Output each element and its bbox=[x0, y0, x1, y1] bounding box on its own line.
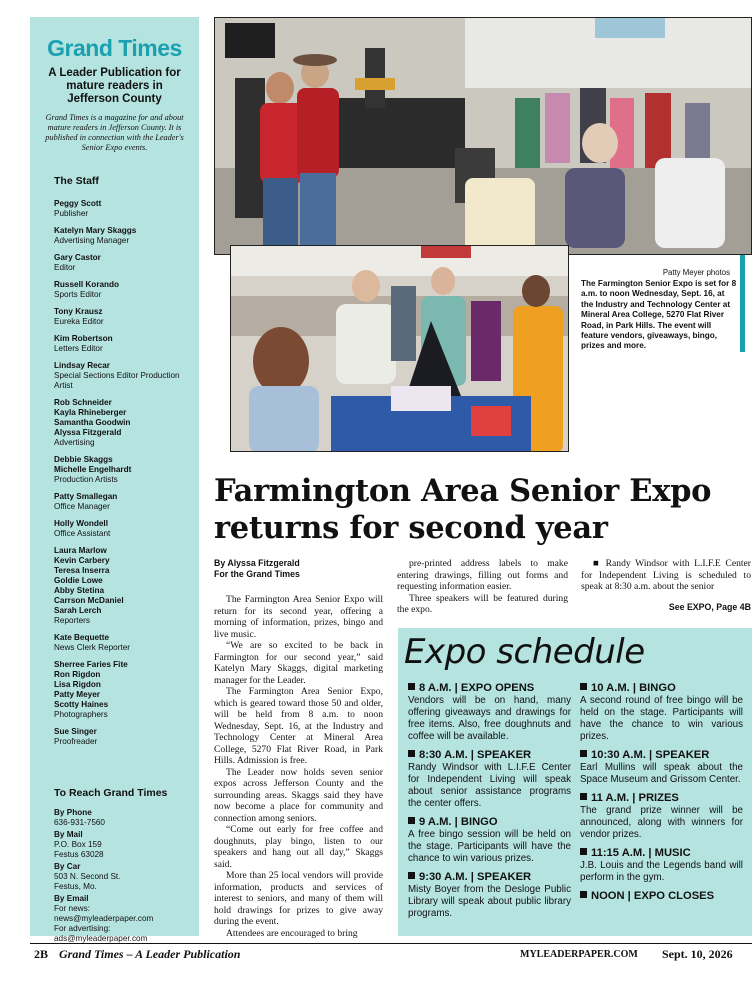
contact-line: 503 N. Second St. bbox=[54, 872, 121, 881]
photo-caption: The Farmington Senior Expo is set for 8 a.m. to noon Wednesday, Sept. 16, at the Industry and Technology Center at Mineral Area College, 5270 Flat River Road, in Park Hills. The event will feature vendors, giveaways, bingo, prizes and more. bbox=[581, 279, 737, 351]
schedule-time bbox=[408, 749, 571, 762]
masthead-logo: Grand Times bbox=[47, 35, 182, 61]
schedule-title: Expo schedule bbox=[404, 632, 645, 672]
schedule-time bbox=[580, 749, 743, 762]
byline-affiliation: For the Grand Times bbox=[214, 569, 300, 579]
staff-group bbox=[54, 307, 187, 327]
contact-label: By Email bbox=[54, 894, 89, 903]
staff-role: Sports Editor bbox=[54, 290, 102, 299]
staff-group bbox=[54, 660, 187, 720]
contact-line: For advertising: bbox=[54, 924, 111, 933]
staff-role: Editor bbox=[54, 263, 76, 272]
byline-author: By Alyssa Fitzgerald bbox=[214, 558, 300, 568]
staff-role: Office Assistant bbox=[54, 529, 111, 538]
schedule-description: Misty Boyer from the Desloge Public Library will speak about public library programs. bbox=[408, 884, 571, 919]
schedule-time-text: 10:30 A.M. | SPEAKER bbox=[591, 749, 710, 761]
schedule-time-text: 8 A.M. | EXPO OPENS bbox=[419, 682, 535, 694]
staff-role: News Clerk Reporter bbox=[54, 643, 130, 652]
schedule-description: Vendors will be on hand, many offering giveaways and drawings for free items. Also, free doughnuts and coffee will be available. bbox=[408, 695, 571, 742]
staff-name: Sue Singer bbox=[54, 727, 97, 736]
staff-role: Photographers bbox=[54, 710, 108, 719]
paragraph: Three speakers will be featured during the expo. bbox=[397, 592, 568, 615]
staff-name: Lindsay Recar bbox=[54, 361, 110, 370]
contact-list bbox=[54, 808, 187, 944]
staff-name: Samantha Goodwin bbox=[54, 418, 131, 427]
staff-name: Laura Marlow bbox=[54, 546, 107, 555]
square-bullet-icon bbox=[580, 750, 587, 757]
schedule-time bbox=[408, 682, 571, 695]
schedule-item bbox=[408, 749, 571, 810]
schedule-description: A second round of free bingo will be held on the stage. Participants will have the chance to win various prizes. bbox=[580, 695, 743, 742]
paragraph: pre-printed address labels to make entering drawings, filling out forms and requesting information easier. bbox=[397, 558, 568, 592]
staff-group bbox=[54, 334, 187, 354]
schedule-time-text: 9 A.M. | BINGO bbox=[419, 816, 498, 828]
contact-group bbox=[54, 894, 187, 944]
paragraph: The Leader now holds seven senior expos across Jefferson County and the surrounding areas. Skaggs said they have now become a place for community and connection among seniors. bbox=[214, 766, 383, 824]
schedule-right-column bbox=[580, 682, 743, 909]
column-1-body bbox=[214, 594, 383, 939]
paragraph: The Farmington Area Senior Expo, which is geared toward those 50 and older, will be held from 8 a.m. to noon Wednesday, Sept. 16, at the Industry and Technology Center at Mineral Area College, 5270 Flat River Road, in Park Hills. Admission is free. bbox=[214, 686, 383, 766]
contact-group bbox=[54, 830, 187, 860]
staff-role: Office Manager bbox=[54, 502, 110, 511]
staff-role: Eureka Editor bbox=[54, 317, 104, 326]
staff-name: Peggy Scott bbox=[54, 199, 102, 208]
contact-line: ads@myleaderpaper.com bbox=[54, 934, 148, 943]
page-number: 2B bbox=[34, 947, 49, 961]
staff-group bbox=[54, 280, 187, 300]
staff-name: Alyssa Fitzgerald bbox=[54, 428, 122, 437]
schedule-time-text: 10 A.M. | BINGO bbox=[591, 682, 676, 694]
sidebar bbox=[30, 17, 199, 943]
schedule-time-text: 8:30 A.M. | SPEAKER bbox=[419, 749, 532, 761]
square-bullet-icon bbox=[580, 683, 587, 690]
footer-date: Sept. 10, 2026 bbox=[662, 947, 733, 961]
staff-name: Kevin Carbery bbox=[54, 556, 110, 565]
staff-role: Publisher bbox=[54, 209, 89, 218]
paragraph: ■ Randy Windsor with L.I.F.E Center for Independent Living is scheduled to speak at 8:30 a.m. about the senior bbox=[581, 558, 751, 592]
article-column-3 bbox=[581, 558, 751, 613]
staff-role: Reporters bbox=[54, 616, 90, 625]
photo-dancing-stage bbox=[214, 17, 752, 255]
staff-name: Abby Stetina bbox=[54, 586, 105, 595]
schedule-time bbox=[408, 816, 571, 829]
staff-name: Goldie Lowe bbox=[54, 576, 103, 585]
square-bullet-icon bbox=[580, 891, 587, 898]
contact-line: Festus 63028 bbox=[54, 850, 104, 859]
staff-name: Ron Rigdon bbox=[54, 670, 101, 679]
schedule-time bbox=[408, 871, 571, 884]
staff-name: Carrson McDaniel bbox=[54, 596, 124, 605]
square-bullet-icon bbox=[580, 793, 587, 800]
paragraph: The Farmington Area Senior Expo will return for its second year, offering a morning of information, prizes, bingo and live music. bbox=[214, 594, 383, 640]
staff-group bbox=[54, 455, 187, 485]
staff-name: Lisa Rigdon bbox=[54, 680, 101, 689]
accent-bar bbox=[740, 255, 745, 352]
publication-blurb: Grand Times is a magazine for and about mature readers in Jefferson County. It is published in connection with the Leader's Senior Expo events. bbox=[45, 113, 184, 152]
publication-line: A Leader Publication for mature readers in Jefferson County bbox=[48, 67, 181, 105]
schedule-item bbox=[580, 749, 743, 786]
paragraph: “Come out early for free coffee and doughnuts, play bingo, listen to our speakers and hang out all day,” Skaggs said. bbox=[214, 824, 383, 870]
staff-name: Kim Robertson bbox=[54, 334, 113, 343]
square-bullet-icon bbox=[408, 817, 415, 824]
staff-group bbox=[54, 253, 187, 273]
contact-line: Festus, Mo. bbox=[54, 882, 97, 891]
schedule-item bbox=[580, 682, 743, 743]
schedule-time-text: 9:30 A.M. | SPEAKER bbox=[419, 871, 532, 883]
reach-heading: To Reach Grand Times bbox=[54, 787, 168, 799]
paragraph: More than 25 local vendors will provide information, products and services of interest to seniors, and many of them will hold drawings for prizes to give away during the event. bbox=[214, 870, 383, 927]
staff-name: Tony Krausz bbox=[54, 307, 103, 316]
schedule-description: A free bingo session will be held on the stage. Participants will have the chance to win various prizes. bbox=[408, 829, 571, 864]
expo-schedule-box bbox=[398, 628, 752, 936]
article-column-2 bbox=[397, 558, 568, 616]
schedule-time bbox=[580, 682, 743, 695]
staff-name: Rob Schneider bbox=[54, 398, 112, 407]
staff-role: Production Artists bbox=[54, 475, 118, 484]
staff-role: Proofreader bbox=[54, 737, 98, 746]
staff-role: Letters Editor bbox=[54, 344, 103, 353]
staff-name: Gary Castor bbox=[54, 253, 101, 262]
contact-label: By Phone bbox=[54, 808, 92, 817]
footer-site: MYLEADERPAPER.COM bbox=[520, 949, 638, 960]
staff-name: Katelyn Mary Skaggs bbox=[54, 226, 137, 235]
schedule-left-column bbox=[408, 682, 571, 926]
staff-role: Special Sections Editor Production Artist bbox=[54, 371, 180, 390]
schedule-description: Earl Mullins will speak about the Space Museum and Grissom Center. bbox=[580, 762, 743, 785]
staff-name: Debbie Skaggs bbox=[54, 455, 113, 464]
schedule-item bbox=[408, 682, 571, 743]
paragraph: “We are so excited to be back in Farmington for our second year,” said Katelyn Mary Skaggs, digital marketing manager for the Leader. bbox=[214, 640, 383, 686]
photo-credit: Patty Meyer photos bbox=[662, 268, 730, 277]
contact-label: By Mail bbox=[54, 830, 83, 839]
schedule-time-text: 11 A.M. | PRIZES bbox=[591, 792, 679, 804]
schedule-item bbox=[580, 847, 743, 884]
staff-name: Teresa Inserra bbox=[54, 566, 110, 575]
footer-rule bbox=[30, 943, 752, 944]
footer-title: Grand Times – A Leader Publication bbox=[59, 947, 241, 961]
staff-name: Kayla Rhineberger bbox=[54, 408, 127, 417]
contact-line: For news: bbox=[54, 904, 90, 913]
contact-line: 636-931-7560 bbox=[54, 818, 105, 827]
staff-name: Russell Korando bbox=[54, 280, 120, 289]
staff-group bbox=[54, 492, 187, 512]
staff-name: Sherree Faries Fite bbox=[54, 660, 128, 669]
schedule-item bbox=[580, 890, 743, 903]
staff-name: Scotty Haines bbox=[54, 700, 109, 709]
schedule-time bbox=[580, 890, 743, 903]
photo-crowd-illustration bbox=[231, 246, 569, 452]
staff-role: Advertising Manager bbox=[54, 236, 130, 245]
schedule-time-text: 11:15 A.M. | MUSIC bbox=[591, 847, 691, 859]
staff-group bbox=[54, 361, 187, 391]
staff-name: Patty Meyer bbox=[54, 690, 100, 699]
schedule-item bbox=[408, 816, 571, 865]
paragraph: Attendees are encouraged to bring bbox=[226, 927, 358, 939]
schedule-time bbox=[580, 792, 743, 805]
footer-left bbox=[34, 947, 240, 962]
contact-group bbox=[54, 862, 187, 892]
article-column-1 bbox=[214, 558, 383, 939]
square-bullet-icon bbox=[408, 683, 415, 690]
schedule-time-text: NOON | EXPO CLOSES bbox=[591, 890, 715, 902]
photo-vendor-crowd bbox=[230, 245, 569, 452]
staff-group bbox=[54, 398, 187, 448]
staff-group bbox=[54, 727, 187, 747]
schedule-item bbox=[408, 871, 571, 920]
photo-dancing-illustration bbox=[215, 18, 752, 255]
square-bullet-icon bbox=[580, 848, 587, 855]
staff-group bbox=[54, 633, 187, 653]
square-bullet-icon bbox=[408, 872, 415, 879]
staff-name: Patty Smallegan bbox=[54, 492, 118, 501]
schedule-description: The grand prize winner will be announced, along with winners for vendor prizes. bbox=[580, 805, 743, 840]
jump-line: See EXPO, Page 4B bbox=[668, 601, 751, 612]
staff-group bbox=[54, 519, 187, 539]
byline bbox=[214, 558, 383, 580]
schedule-description: J.B. Louis and the Legends band will perform in the gym. bbox=[580, 860, 743, 883]
staff-group bbox=[54, 199, 187, 219]
contact-line: P.O. Box 159 bbox=[54, 840, 102, 849]
staff-name: Kate Bequette bbox=[54, 633, 110, 642]
schedule-item bbox=[580, 792, 743, 841]
staff-name: Sarah Lerch bbox=[54, 606, 102, 615]
contact-line: news@myleaderpaper.com bbox=[54, 914, 154, 923]
column-2-body bbox=[397, 558, 568, 616]
schedule-time bbox=[580, 847, 743, 860]
staff-name: Holly Wondell bbox=[54, 519, 108, 528]
contact-group bbox=[54, 808, 187, 828]
staff-group bbox=[54, 226, 187, 246]
square-bullet-icon bbox=[408, 750, 415, 757]
staff-role: Advertising bbox=[54, 438, 95, 447]
schedule-description: Randy Windsor with L.I.F.E Center for Independent Living will speak about senior assistance programs the center offers. bbox=[408, 762, 571, 809]
staff-list bbox=[54, 199, 187, 747]
article-headline: Farmington Area Senior Expo returns for second year bbox=[214, 473, 712, 546]
staff-name: Michelle Engelhardt bbox=[54, 465, 132, 474]
contact-label: By Car bbox=[54, 862, 81, 871]
staff-group bbox=[54, 546, 187, 626]
column-3-body bbox=[581, 558, 751, 593]
staff-heading: The Staff bbox=[54, 175, 99, 187]
